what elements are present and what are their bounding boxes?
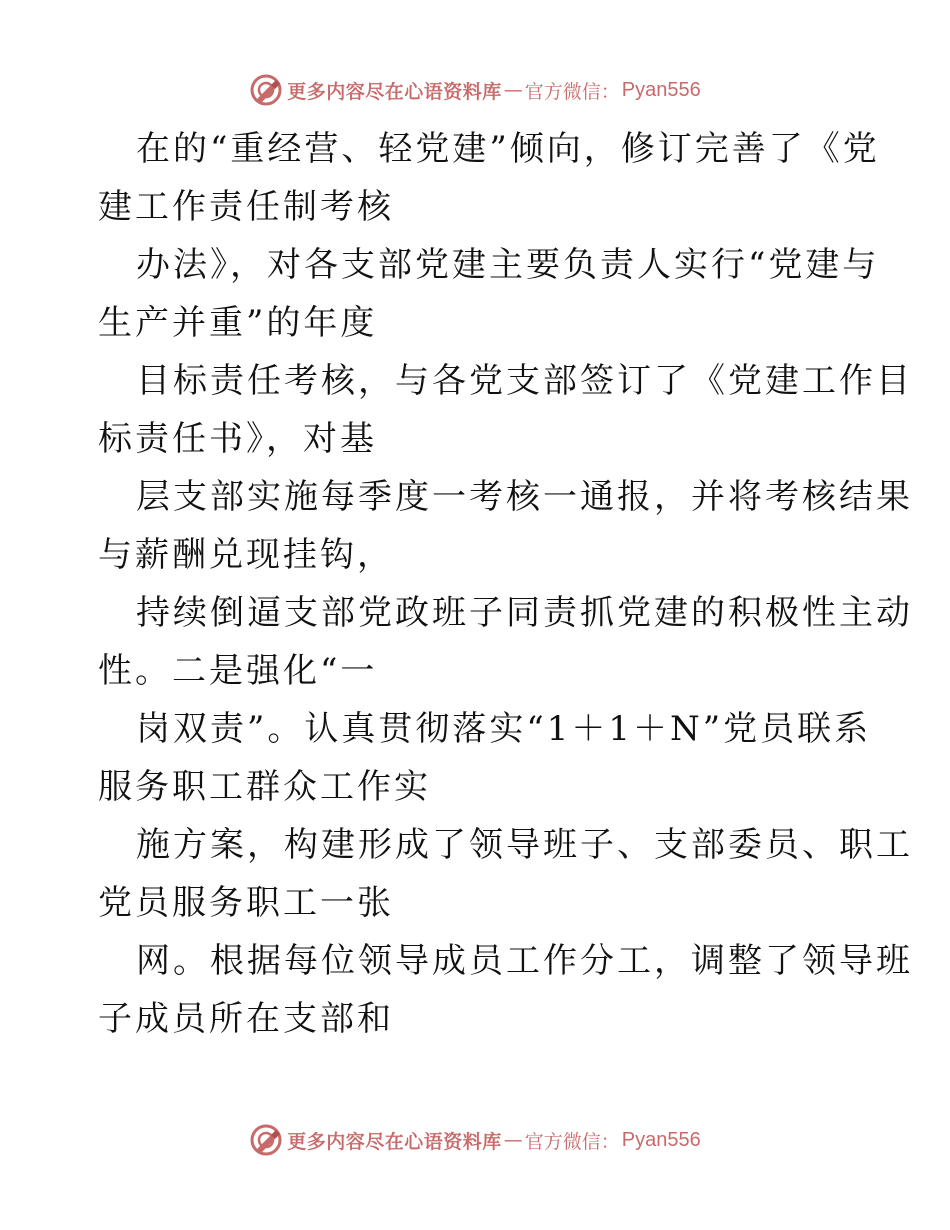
text-line: 岗双责”。认真贯彻落实“1＋1＋N”党员联系 [136, 709, 872, 749]
text-line: 生产并重”的年度 [98, 303, 378, 343]
brand-text: 更多内容尽在心语资料库 [287, 1130, 502, 1153]
text-line: 目标责任考核，与各党支部签订了《党建工作目 [136, 361, 913, 401]
text-line: 建工作责任制考核 [98, 187, 394, 227]
wechat-label: 官方微信： [524, 80, 620, 103]
document-body [98, 120, 913, 1048]
text-line: 标责任书》，对基 [98, 419, 377, 459]
text-line: 层支部实施每季度一考核一通报，并将考核结果 [136, 477, 913, 517]
wechat-label: 官方微信： [524, 1130, 620, 1153]
header-watermark [0, 70, 950, 110]
pen-logo-icon [249, 73, 283, 107]
text-line: 网。根据每位领导成员工作分工，调整了领导班 [136, 941, 913, 981]
footer-watermark [0, 1120, 950, 1160]
text-line: 服务职工群众工作实 [98, 767, 431, 807]
text-line: 办法》，对各支部党建主要负责人实行“党建与 [136, 245, 880, 285]
text-line: 党员服务职工一张 [98, 883, 394, 923]
text-line: 子成员所在支部和 [98, 999, 394, 1039]
text-line: 施方案，构建形成了领导班子、支部委员、职工 [136, 825, 913, 865]
wechat-id: Pyan556 [621, 1128, 701, 1151]
wechat-id: Pyan556 [621, 78, 701, 101]
text-line: 持续倒逼支部党政班子同责抓党建的积极性主动 [136, 593, 913, 633]
text-line: 性。二是强化“一 [98, 651, 378, 691]
separator-dash: — [503, 1129, 523, 1151]
separator-dash: — [503, 79, 523, 101]
text-line: 与薪酬兑现挂钩， [98, 535, 394, 575]
pen-logo-icon [249, 1123, 283, 1157]
brand-text: 更多内容尽在心语资料库 [287, 80, 502, 103]
text-line: 在的“重经营、轻党建”倾向，修订完善了《党 [136, 129, 880, 169]
